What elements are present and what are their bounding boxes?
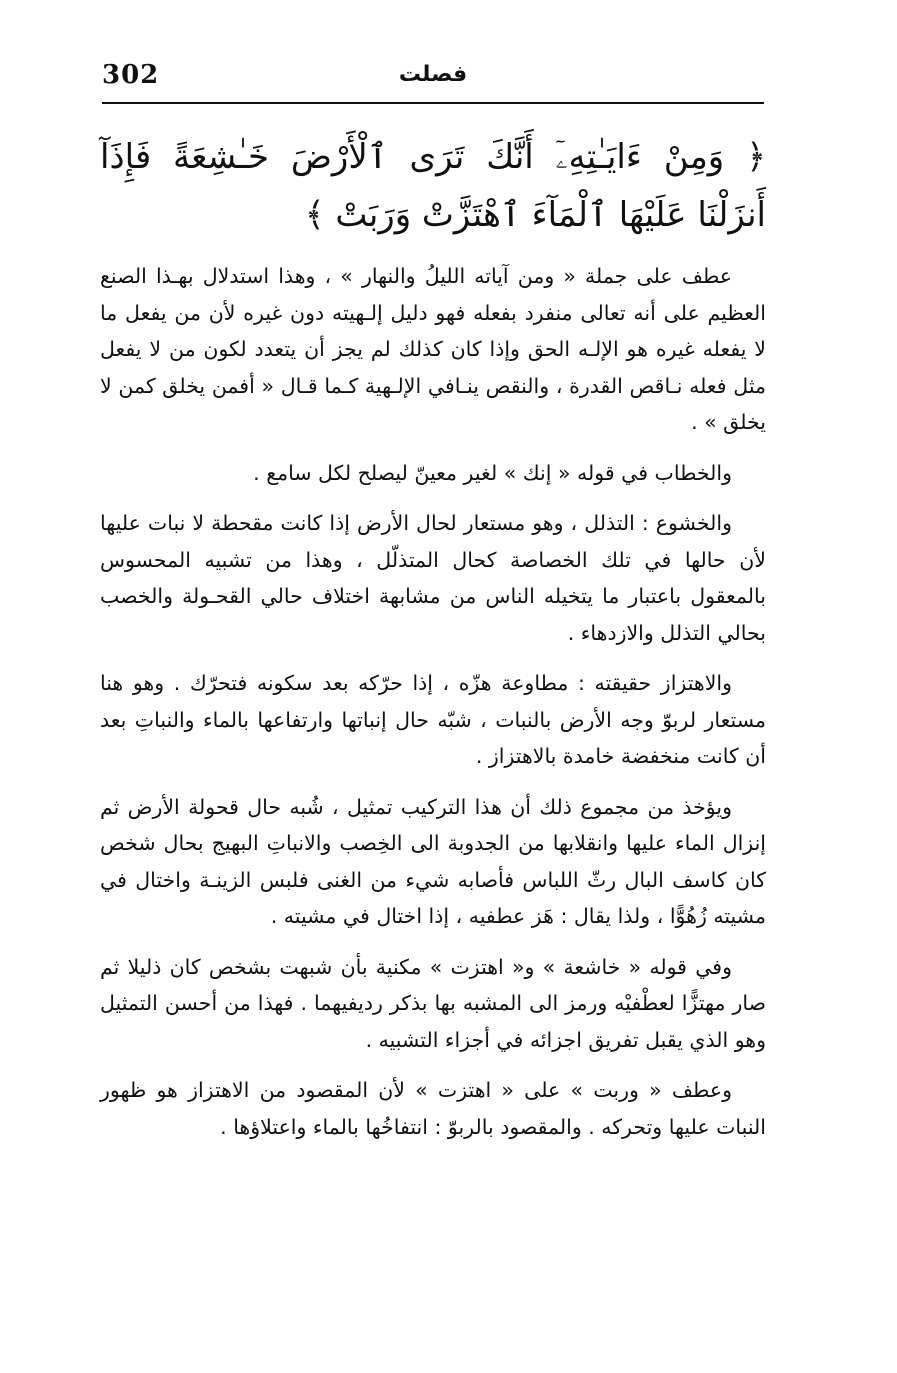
paragraph: والخشوع : التذلل ، وهو مستعار لحال الأرض إذا كانت مقحطة لا نبات عليها لأن حالها في تلك الخصاصة كحال المتذلّل ، وهذا من تشبيه المحسوس بالمعقول باعتبار ما يتخيله الناس من مشابهة اختلاف حالي القحـولة والخصب بحالي التذلل والازدهاء .: [100, 511, 766, 645]
quran-verse: ﴿ وَمِنْ ءَايَـٰتِهِۦٓ أَنَّكَ تَرَى ٱلْأَرْضَ خَـٰشِعَةً فَإِذَآ أَنزَلْنَا عَلَيْهَا ٱلْمَآءَ ٱهْتَزَّتْ وَرَبَتْ ﴾: [100, 137, 766, 235]
paragraph: والاهتزاز حقيقته : مطاوعة هزّه ، إذا حرّكه بعد سكونه فتحرّك . وهو هنا مستعار لربوّ وجه الأرض بالنبات ، شبّه حال إنباتها وارتفاعها بالماء والنباتِ بعد أن كانت منخفضة خامدة بالاهتزاز .: [100, 671, 766, 768]
paragraph: والخطاب في قوله « إنك » لغير معينّ ليصلح لكل سامع .: [253, 460, 732, 485]
paragraph: عطف على جملة « ومن آياته الليلُ والنهار » ، وهذا استدلال بهـذا الصنع العظيم على أنه تعالى منفرد بفعله فهو دليل إلـهيته دون غيره لأن من يفعل ما لا يفعله غيره هو الإلـه الحق وإذا كان كذلك لم يجز أن يتعدد لكون من لا يفعل مثل فعله نـاقص القدرة ، والنقص ينـافي الإلـهية كـما قـال « أفمن يخلق كمن لا يخلق » .: [100, 264, 766, 434]
header-rule: [102, 102, 764, 104]
page-number: 302: [102, 60, 160, 90]
running-title: فصلت: [398, 62, 468, 87]
paragraph: ويؤخذ من مجموع ذلك أن هذا التركيب تمثيل ، شُبه حال قحولة الأرض ثم إنزال الماء عليها وانقلابها من الجدوبة الى الخِصب والانباتِ البهيج بحال شخص كان كاسف البال رثّ اللباس فأصابه شيء من الغنى فلبس الزينـة واختال في مشيته زُهُوًّا ، ولذا يقال : هَز عطفيه ، إذا اختال في مشيته .: [100, 794, 766, 928]
paragraph: وعطف « وربت » على « اهتزت » لأن المقصود من الاهتزاز هو ظهور النبات عليها وتحركه . والمقصود بالربوّ : انتفاخُها بالماء واعتلاؤها .: [100, 1078, 766, 1139]
paragraph: وفي قوله « خاشعة » و« اهتزت » مكنية بأن شبهت بشخص كان ذليلا ثم صار مهتزًّا لعطْفيْه ورمز الى المشبه بها بذكر رديفيهما . فهذا من أحسن التمثيل وهو الذي يقبل تفريق اجزائه في أجزاء التشبيه .: [100, 954, 766, 1052]
page-header: [102, 60, 764, 104]
commentary-body: [100, 258, 766, 1159]
